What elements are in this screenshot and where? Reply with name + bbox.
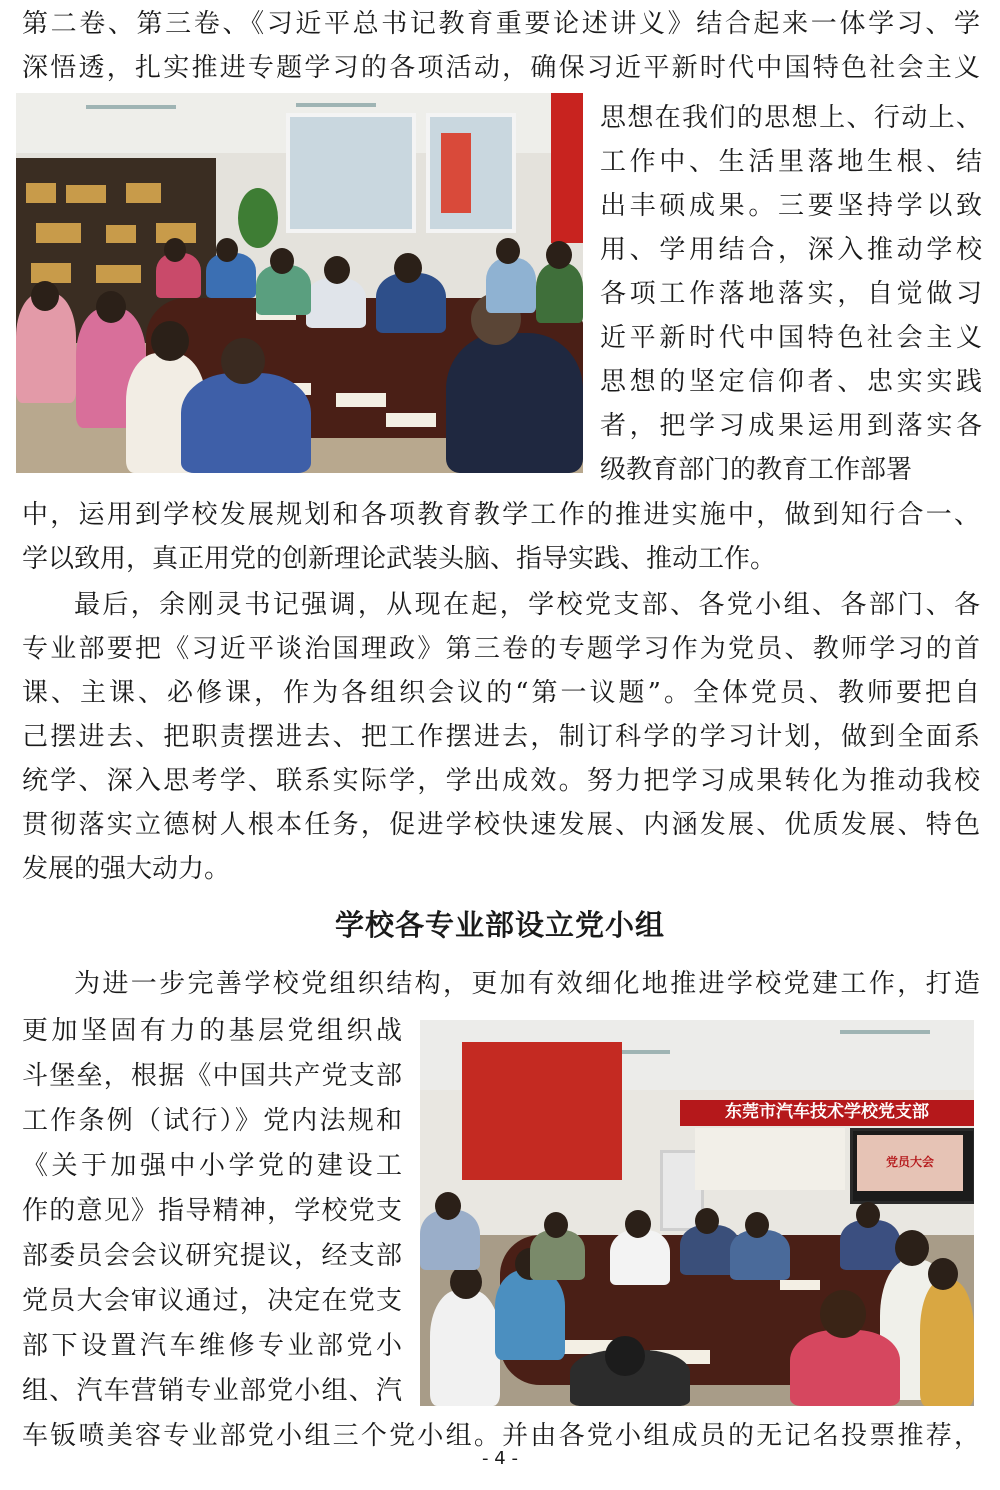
body-text-line: 为进一步完善学校党组织结构，更加有效细化地推进学校党建工作，打造 — [74, 969, 980, 999]
body-text-line: 统学、深入思考学、联系实际学，学出成效。努力把学习成果转化为推动我校 — [22, 766, 980, 796]
body-text-line: 党员大会审议通过，决定在党支 — [22, 1286, 402, 1316]
body-text-line: 最后，余刚灵书记强调，从现在起，学校党支部、各党小组、各部门、各 — [74, 590, 980, 620]
body-text-line: 部委员会会议研究提议，经支部 — [22, 1241, 402, 1271]
body-text-line: 更加坚固有力的基层党组织战 — [22, 1016, 402, 1046]
screen-title: 党员大会 — [885, 1155, 934, 1169]
section-heading: 学校各专业部设立党小组 — [334, 908, 665, 942]
body-text-line: 部下设置汽车维修专业部党小 — [22, 1331, 402, 1361]
school-party-branch-banner: 东莞市汽车技术学校党支部 — [680, 1100, 974, 1126]
body-text-line: 者，把学习成果运用到落实各 — [600, 411, 982, 441]
body-text-line: 工作中、生活里落地生根、结 — [600, 147, 982, 177]
body-text-line: 用、学用结合，深入推动学校 — [600, 235, 982, 265]
body-text-line: 工作条例（试行）》党内法规和 — [22, 1106, 402, 1136]
body-text-line: 《关于加强中小学党的建设工 — [22, 1151, 402, 1181]
body-text-line: 组、汽车营销专业部党小组、汽 — [22, 1376, 402, 1406]
body-text-line: 出丰硕成果。三要坚持学以致 — [600, 191, 982, 221]
body-text-line: 贯彻落实立德树人根本任务，促进学校快速发展、内涵发展、优质发展、特色 — [22, 810, 980, 840]
body-text-line: 级教育部门的教育工作部署 — [600, 455, 913, 485]
body-text-line: 学以致用，真正用党的创新理论武装头脑、指导实践、推动工作。 — [22, 544, 777, 574]
body-text-line: 斗堡垒，根据《中国共产党支部 — [22, 1061, 402, 1091]
body-text-line: 思想的坚定信仰者、忠实实践 — [600, 367, 982, 397]
body-text-line: 中，运用到学校发展规划和各项教育教学工作的推进实施中，做到知行合一、 — [22, 500, 980, 530]
body-text-line: 深悟透，扎实推进专题学习的各项活动，确保习近平新时代中国特色社会主义 — [22, 53, 980, 83]
body-text-line: 各项工作落地落实，自觉做习 — [600, 279, 982, 309]
body-text-line: 课、主课、必修课，作为各组织会议的“第一议题”。全体党员、教师要把自 — [22, 678, 980, 708]
meeting-photo-1 — [16, 93, 583, 473]
body-text-line: 发展的强大动力。 — [22, 854, 231, 884]
body-text-line: 作的意见》指导精神，学校党支 — [22, 1196, 402, 1226]
body-text-line: 第二卷、第三卷、《习近平总书记教育重要论述讲义》结合起来一体学习、学 — [22, 9, 980, 39]
body-text-line: 车钣喷美容专业部党小组三个党小组。并由各党小组成员的无记名投票推荐， — [22, 1421, 980, 1451]
body-text-line: 己摆进去、把职责摆进去、把工作摆进去，制订科学的学习计划，做到全面系 — [22, 722, 980, 752]
meeting-photo-2 — [420, 1020, 974, 1406]
body-text-line: 专业部要把《习近平谈治国理政》第三卷的专题学习作为党员、教师学习的首 — [22, 634, 980, 664]
body-text-line: 思想在我们的思想上、行动上、 — [600, 103, 982, 133]
page-number: - 4 - — [482, 1448, 518, 1469]
body-text-line: 近平新时代中国特色社会主义 — [600, 323, 982, 353]
